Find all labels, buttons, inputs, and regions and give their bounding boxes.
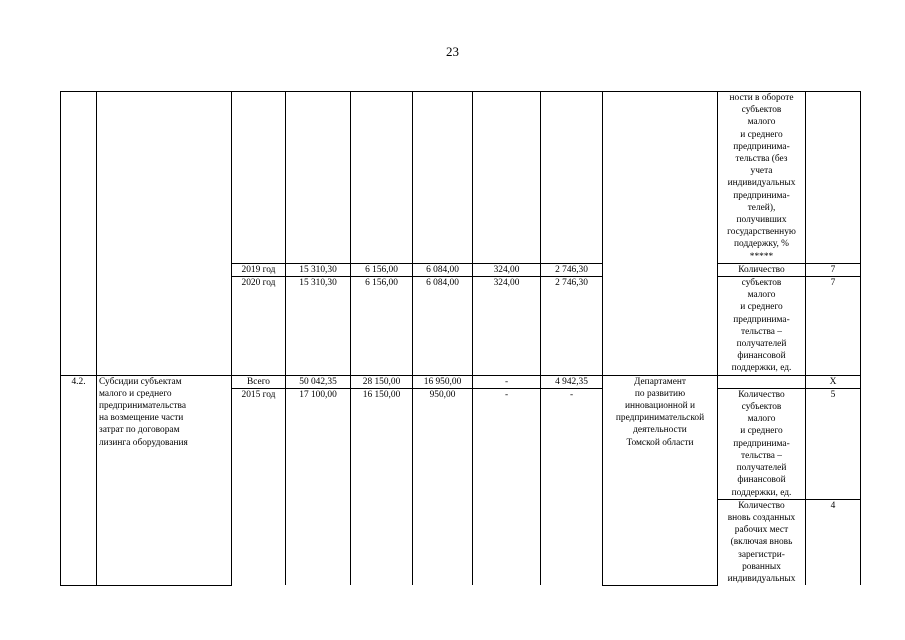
- cell-total: 50 042,35: [286, 375, 351, 388]
- cell-loc: -: [473, 375, 541, 388]
- cell-year: 2019 год: [232, 263, 286, 276]
- table-row-2020: [61, 277, 861, 376]
- cell-total: 15 310,30: [286, 277, 351, 376]
- cell-total: 15 310,30: [286, 263, 351, 276]
- cell-executor: [603, 277, 718, 376]
- cell-fed: [351, 92, 413, 264]
- cell-reg: 16 950,00: [413, 375, 473, 388]
- cell-num: [61, 92, 97, 264]
- page-number: 23: [446, 44, 459, 59]
- cell-loc: 324,00: [473, 263, 541, 276]
- cell-fed: 6 156,00: [351, 263, 413, 276]
- cell-fed: 16 150,00: [351, 388, 413, 585]
- cell-fed: 28 150,00: [351, 375, 413, 388]
- cell-loc: -: [473, 388, 541, 585]
- table-row-continued: [61, 92, 861, 264]
- value-cell: 4: [806, 499, 861, 585]
- indicator-cell: Количество вновь созданных рабочих мест (включая вновь зарегистри- рованных индивидуальных: [718, 499, 806, 585]
- indicator-cell: субъектов малого и среднего предпринима- тельства – получателей финансовой поддержки, ед.: [718, 277, 806, 376]
- indicator-cell: [718, 375, 806, 388]
- cell-extra: 4 942,35: [541, 375, 603, 388]
- program-table: [60, 91, 861, 586]
- cell-extra: 2 746,30: [541, 277, 603, 376]
- cell-year: [232, 92, 286, 264]
- value-cell: 7: [806, 277, 861, 376]
- executor: Департамент по развитию инновационной и предпринимательской деятельности Томской области: [603, 375, 718, 585]
- cell-fed: 6 156,00: [351, 277, 413, 376]
- cell-extra: [541, 92, 603, 264]
- cell-extra: -: [541, 388, 603, 585]
- value-cell: X: [806, 375, 861, 388]
- cell-executor: [603, 263, 718, 276]
- table-row-2019: [61, 263, 861, 276]
- value-cell: 7: [806, 263, 861, 276]
- cell-name: [97, 92, 232, 264]
- cell-year: Всего: [232, 375, 286, 388]
- cell-reg: 950,00: [413, 388, 473, 585]
- cell-name: [97, 277, 232, 376]
- indicator-cell: Количество: [718, 263, 806, 276]
- cell-total: [286, 92, 351, 264]
- cell-executor: [603, 92, 718, 264]
- cell-loc: 324,00: [473, 277, 541, 376]
- indicator-cell: ности в обороте субъектов малого и среднего предпринима- тельства (без учета индивидуальных предпринима- телей), получивших государственную поддержку, % *****: [718, 92, 806, 264]
- indicator-cell: Количество субъектов малого и среднего предпринима- тельства – получателей финансовой поддержки, ед.: [718, 388, 806, 499]
- value-cell: 5: [806, 388, 861, 499]
- value-cell: [806, 92, 861, 264]
- item-name: Субсидии субъектам малого и среднего предпринимательства на возмещение части затрат по договорам лизинга оборудования: [97, 375, 232, 585]
- cell-num: [61, 277, 97, 376]
- cell-loc: [473, 92, 541, 264]
- cell-year: 2020 год: [232, 277, 286, 376]
- cell-extra: 2 746,30: [541, 263, 603, 276]
- cell-reg: 6 084,00: [413, 277, 473, 376]
- cell-total: 17 100,00: [286, 388, 351, 585]
- cell-name: [97, 263, 232, 276]
- cell-reg: 6 084,00: [413, 263, 473, 276]
- cell-reg: [413, 92, 473, 264]
- table-row-4-2-total: [61, 375, 861, 388]
- cell-year: 2015 год: [232, 388, 286, 585]
- item-number: 4.2.: [61, 375, 97, 585]
- cell-num: [61, 263, 97, 276]
